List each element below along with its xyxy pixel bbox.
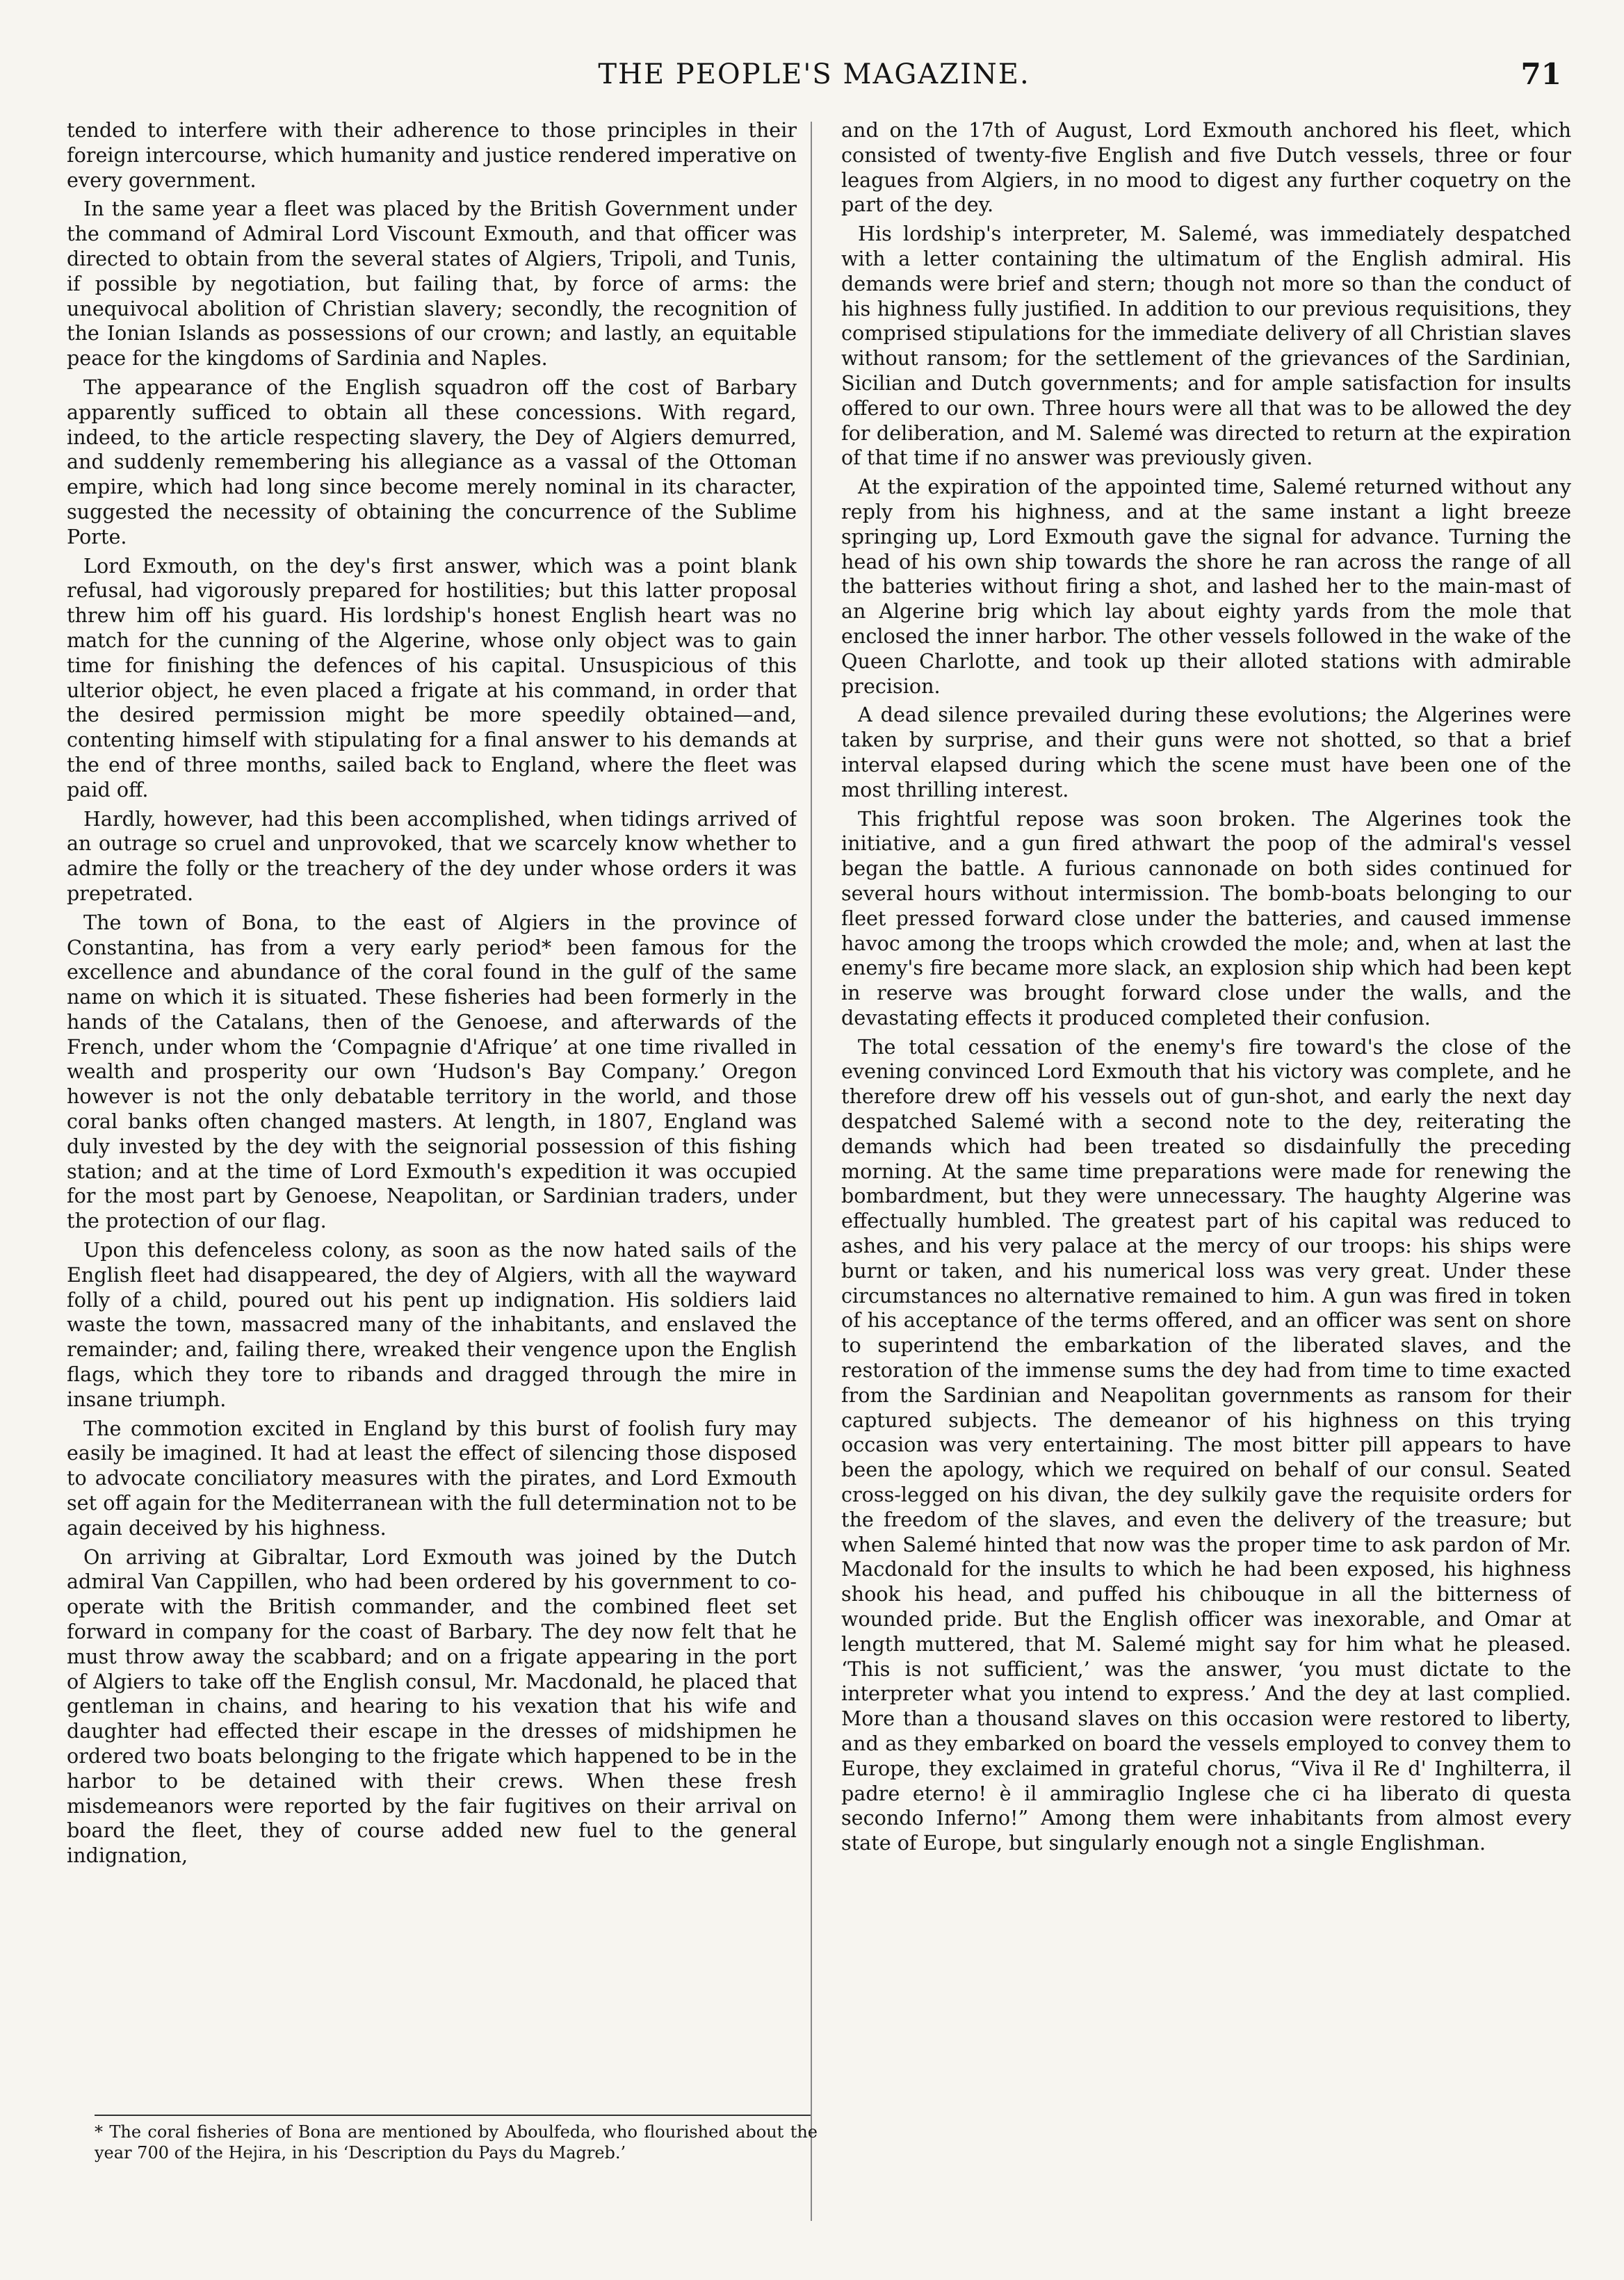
footnote-rule (95, 2115, 811, 2116)
column-divider (811, 122, 812, 2221)
right-column (841, 118, 1571, 2245)
paragraph: Lord Exmouth, on the dey's first answer, which was a point blank refusal, had vigorously prepared for hostilities; but this latter proposal threw him off his guard. His lordship's honest English heart was no match for the cunning of the Algerine, whose only object was to gain time for finishing the defences of his capital. Unsuspicious of this ulterior object, he even placed a frigate at his command, in order that the desired permission might be more speedily obtained—and, contenting himself with stipulating for a final answer to his demands at the end of three months, sailed back to England, where the fleet was paid off. (67, 553, 797, 801)
paragraph: tended to interfere with their adherence to those principles in their foreign intercourse, which humanity and justice rendered imperative on every government. (67, 118, 797, 192)
paragraph: His lordship's interpreter, M. Salemé, was immediately despatched with a letter containing the ultimatum of the English admiral. His demands were brief and stern; though not more so than the conduct of his highness fully justified. In addition to our previous requisitions, they comprised stipulations for the immediate delivery of all Christian slaves without ransom; for the settlement of the grievances of the Sardinian, Sicilian and Dutch governments; and for ample satisfaction for insults offered to our own. Three hours were all that was to be allowed the dey for deliberation, and M. Salemé was directed to return at the expiration of that time if no answer was previously given. (841, 222, 1571, 470)
running-title: THE PEOPLE'S MAGAZINE. (598, 58, 1030, 90)
paragraph: The town of Bona, to the east of Algiers in the province of Constantina, has from a very early period* been famous for the excellence and abundance of the coral found in the gulf of the same name on which it is situated. These fisheries had been formerly in the hands of the Catalans, then of the Genoese, and afterwards of the French, under whom the ‘Compagnie d'Afrique’ at one time rivalled in wealth and prosperity our own ‘Hudson's Bay Company.’ Oregon however is not the only debatable territory in the world, and those coral banks often changed masters. At length, in 1807, England was duly invested by the dey with the seignorial possession of this fishing station; and at the time of Lord Exmouth's expedition it was occupied for the most part by Genoese, Neapolitan, or Sardinian traders, under the protection of our flag. (67, 910, 797, 1233)
paragraph: Upon this defenceless colony, as soon as the now hated sails of the English fleet had disappeared, the dey of Algiers, with all the wayward folly of a child, poured out his pent up indignation. His soldiers laid waste the town, massacred many of the inhabitants, and enslaved the remainder; and, failing there, wreaked their vengence upon the English flags, which they tore to ribands and dragged through the mire in insane triumph. (67, 1238, 797, 1411)
paragraph: The commotion excited in England by this burst of foolish fury may easily be imagined. It had at least the effect of silencing those disposed to advocate conciliatory measures with the pirates, and Lord Exmouth set off again for the Mediterranean with the full determination not to be again deceived by his highness. (67, 1416, 797, 1540)
left-column (67, 118, 797, 2245)
paragraph: Hardly, however, had this been accomplished, when tidings arrived of an outrage so cruel and unprovoked, that we scarcely know whether to admire the folly or the treachery of the dey under whose orders it was prepetrated. (67, 806, 797, 905)
page-number: 71 (1520, 57, 1561, 91)
paragraph: A dead silence prevailed during these evolutions; the Algerines were taken by surprise, and their guns were not shotted, so that a brief interval elapsed during which the scene must have been one of the most thrilling interest. (841, 703, 1571, 801)
paragraph: The total cessation of the enemy's fire toward's the close of the evening convinced Lord Exmouth that his victory was complete, and he therefore drew off his vessels out of gun-shot, and early the next day despatched Salemé with a second note to the dey, reiterating the demands which had been treated so disdainfully the preceding morning. At the same time preparations were made for renewing the bombardment, but they were unnecessary. The haughty Algerine was effectually humbled. The greatest part of his capital was reduced to ashes, and his very palace at the mercy of our troops: his ships were burnt or taken, and his numerical loss was very great. Under these circumstances no alternative remained to him. A gun was fired in token of his acceptance of the terms offered, and an officer was sent on shore to superintend the embarkation of the liberated slaves, and the restoration of the immense sums the dey had from time to time exacted from the Sardinian and Neapolitan governments as ransom for their captured subjects. The demeanor of his highness on this trying occasion was very entertaining. The most bitter pill appears to have been the apology, which we required on behalf of our consul. Seated cross-legged on his divan, the dey sulkily gave the requisite orders for the freedom of the slaves, and even the delivery of the treasure; but when Salemé hinted that now was the proper time to ask pardon of Mr. Macdonald for the insults to which he had been exposed, his highness shook his head, and puffed his chibouque in all the bitterness of wounded pride. But the English officer was inexorable, and Omar at length muttered, that M. Salemé might say for him what he pleased. ‘This is not sufficient,’ was the answer, ‘you must dictate to the interpreter what you intend to express.’ And the dey at last complied. More than a thousand slaves on this occasion were restored to liberty, and as they embarked on board the vessels employed to convey them to Europe, they exclaimed in grateful chorus, “Viva il Re d' Inghilterra, il padre eterno! è il ammiraglio Inglese che ci ha liberato di questa secondo Inferno!” Among them were inhabitants from almost every state of Europe, but singularly enough not a single Englishman. (841, 1034, 1571, 1855)
paragraph: and on the 17th of August, Lord Exmouth anchored his fleet, which consisted of twenty-five English and five Dutch vessels, three or four leagues from Algiers, in no mood to digest any further coquetry on the part of the dey. (841, 118, 1571, 217)
paragraph: At the expiration of the appointed time, Salemé returned without any reply from his highness, and at the same instant a light breeze springing up, Lord Exmouth gave the signal for advance. Turning the head of his own ship towards the shore he ran across the range of all the batteries without firing a shot, and lashed her to the main-mast of an Algerine brig which lay about eighty yards from the mole that enclosed the inner harbor. The other vessels followed in the wake of the Queen Charlotte, and took up their alloted stations with admirable precision. (841, 475, 1571, 698)
footnote: * The coral fisheries of Bona are mentioned by Aboulfeda, who flourished about the year 700 of the Hejira, in his ‘Description du Pays du Magreb.’ (95, 2122, 818, 2163)
paragraph: In the same year a fleet was placed by the British Government under the command of Admiral Lord Viscount Exmouth, and that officer was directed to obtain from the several states of Algiers, Tripoli, and Tunis, if possible by negotiation, but failing that, by force of arms: the unequivocal abolition of Christian slavery; secondly, the recognition of the Ionian Islands as possessions of our crown; and lastly, an equitable peace for the kingdoms of Sardinia and Naples. (67, 197, 797, 370)
page-header (67, 49, 1561, 104)
paragraph: This frightful repose was soon broken. The Algerines took the initiative, and a gun fired athwart the poop of the admiral's vessel began the battle. A furious cannonade on both sides continued for several hours without intermission. The bomb-boats belonging to our fleet pressed forward close under the batteries, and caused immense havoc among the troops which crowded the mole; and, when at last the enemy's fire became more slack, an explosion ship which had been kept in reserve was brought forward close under the walls, and the devastating effects it produced completed their confusion. (841, 806, 1571, 1029)
paragraph: On arriving at Gibraltar, Lord Exmouth was joined by the Dutch admiral Van Cappillen, who had been ordered by his government to co-operate with the British commander, and the combined fleet set forward in company for the coast of Barbary. The dey now felt that he must throw away the scabbard; and on a frigate appearing in the port of Algiers to take off the English consul, Mr. Macdonald, he placed that gentleman in chains, and hearing to his vexation that his wife and daughter had effected their escape in the dresses of midshipmen he ordered two boats belonging to the frigate which happened to be in the harbor to be detained with their crews. When these fresh misdemeanors were reported by the fair fugitives on their arrival on board the fleet, they of course added new fuel to the general indignation, (67, 1545, 797, 1868)
paragraph: The appearance of the English squadron off the cost of Barbary apparently sufficed to obtain all these concessions. With regard, indeed, to the article respecting slavery, the Dey of Algiers demurred, and suddenly remembering his allegiance as a vassal of the Ottoman empire, which had long since become merely nominal in its character, suggested the necessity of obtaining the concurrence of the Sublime Porte. (67, 375, 797, 548)
